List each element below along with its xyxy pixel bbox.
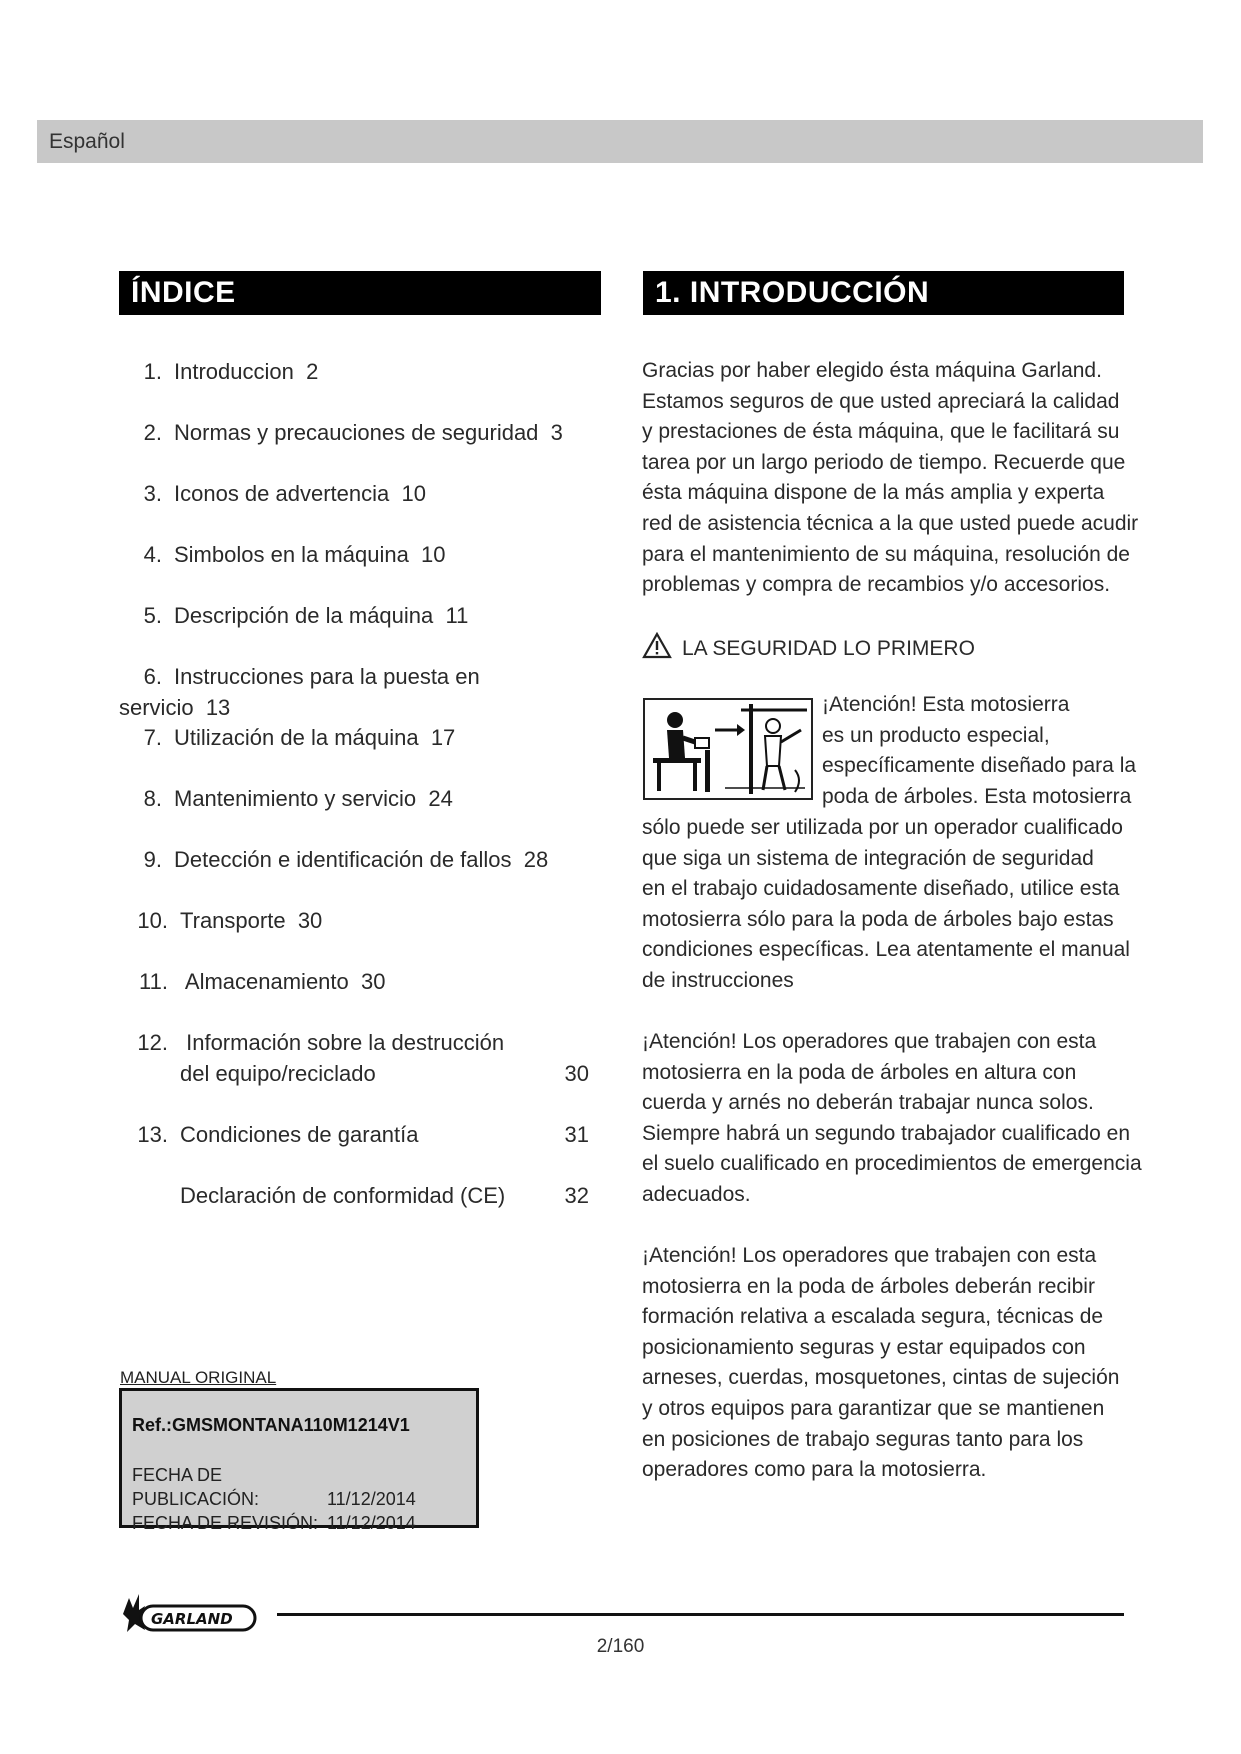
revision-date-label: FECHA DE REVISIÓN: [132,1513,319,1533]
toc-item[interactable]: Declaración de conformidad (CE) 32 [180,1183,589,1208]
manual-info-box [119,1388,479,1533]
intro-paragraph: Gracias por haber elegido ésta máquina Garland. Estamos seguros de que usted apreciará la calidad y prestaciones de ésta máquina, que le facilitará su tarea por un largo periodo de tiempo. Recuerde que ésta máquina dispone de la más amplia y experta red de asistencia técnica a la que usted puede acudir para el mantenimiento de su máquina, resolución de problemas y compra de recambios y/o accesorios. [642,359,1139,597]
warning-text-1: sólo puede ser utilizada por un operador cualificado que siga un sistema de integración de seguridad en el trabajo cuidadosamente diseñado, utilice esta motosierra sólo para la poda de árboles bajo estas condiciones específicas. Lea atentamente el manual de instrucciones [642,816,1130,992]
warning-triangle-icon [642,632,672,659]
operator-reading-manual-icon [645,700,811,798]
toc-item[interactable]: 4. Simbolos en la máquina 10 [143,542,446,567]
toc-item[interactable]: 6. Instrucciones para la puesta en servicio 13 [119,664,480,720]
publication-date-label: FECHA DE PUBLICACIÓN: [132,1465,260,1509]
language-label: Español [49,130,125,153]
introduction-heading: 1. INTRODUCCIÓN [643,271,1124,315]
safety-heading: LA SEGURIDAD LO PRIMERO [642,632,975,661]
toc-item[interactable]: 2. Normas y precauciones de seguridad 3 [143,420,563,445]
warning-text-side: ¡Atención! Esta motosierra es un producto especial, específicamente diseñado para la poda de árboles. Esta motosierra [822,693,1137,808]
warning-text-2: ¡Atención! Los operadores que trabajen con esta motosierra en la poda de árboles en altura con cuerda y arnés no deberán trabajar nunca solos. Siempre habrá un segundo trabajador cualificado en el suelo cualificado en procedimientos de emergencia adecuados. [642,1030,1142,1206]
toc-item[interactable]: 5. Descripción de la máquina 11 [143,603,469,628]
warning-text-3: ¡Atención! Los operadores que trabajen con esta motosierra en la poda de árboles deberán recibir formación relativa a escalada segura, técnicas de posicionamiento seguras y estar equipados con arneses, cuerdas, mosquetones, cintas de sujeción y otros equipos para garantizar que se mantienen en posiciones de trabajo seguras tanto para los operadores como para la motosierra. [642,1244,1120,1482]
garland-logo-icon [119,1588,259,1636]
publication-date: 11/12/2014 [327,1489,416,1509]
manual-reference: Ref.:GMSMONTANA110M1214V1 [132,1415,410,1435]
revision-date: 11/12/2014 [327,1513,416,1533]
page-number: 2/160 [596,1636,645,1657]
toc-item[interactable]: 9. Detección e identificación de fallos 28 [143,847,549,872]
svg-text:GARLAND: GARLAND [151,1610,233,1628]
toc-item[interactable]: 10. Transporte 30 [137,908,323,933]
index-heading: ÍNDICE [119,271,601,315]
toc-item[interactable]: 7. Utilización de la máquina 17 [143,725,456,750]
toc-item[interactable]: 11. Almacenamiento 30 [139,969,386,994]
toc-item[interactable]: 1. Introduccion 2 [143,359,319,384]
manual-original-label: MANUAL ORIGINAL [120,1368,277,1387]
manual-dates [132,1463,416,1535]
toc-item[interactable]: 12. Información sobre la destrucción del equipo/reciclado 30 [137,1030,589,1086]
toc-item[interactable]: 3. Iconos de advertencia 10 [143,481,426,506]
reading-manual-pictogram [643,698,813,800]
garland-logo [119,1588,259,1636]
toc-item[interactable]: 13. Condiciones de garantía 31 [137,1122,589,1147]
footer-divider [277,1613,1124,1616]
language-bar [37,120,1203,163]
toc-item[interactable]: 8. Mantenimiento y servicio 24 [143,786,453,811]
